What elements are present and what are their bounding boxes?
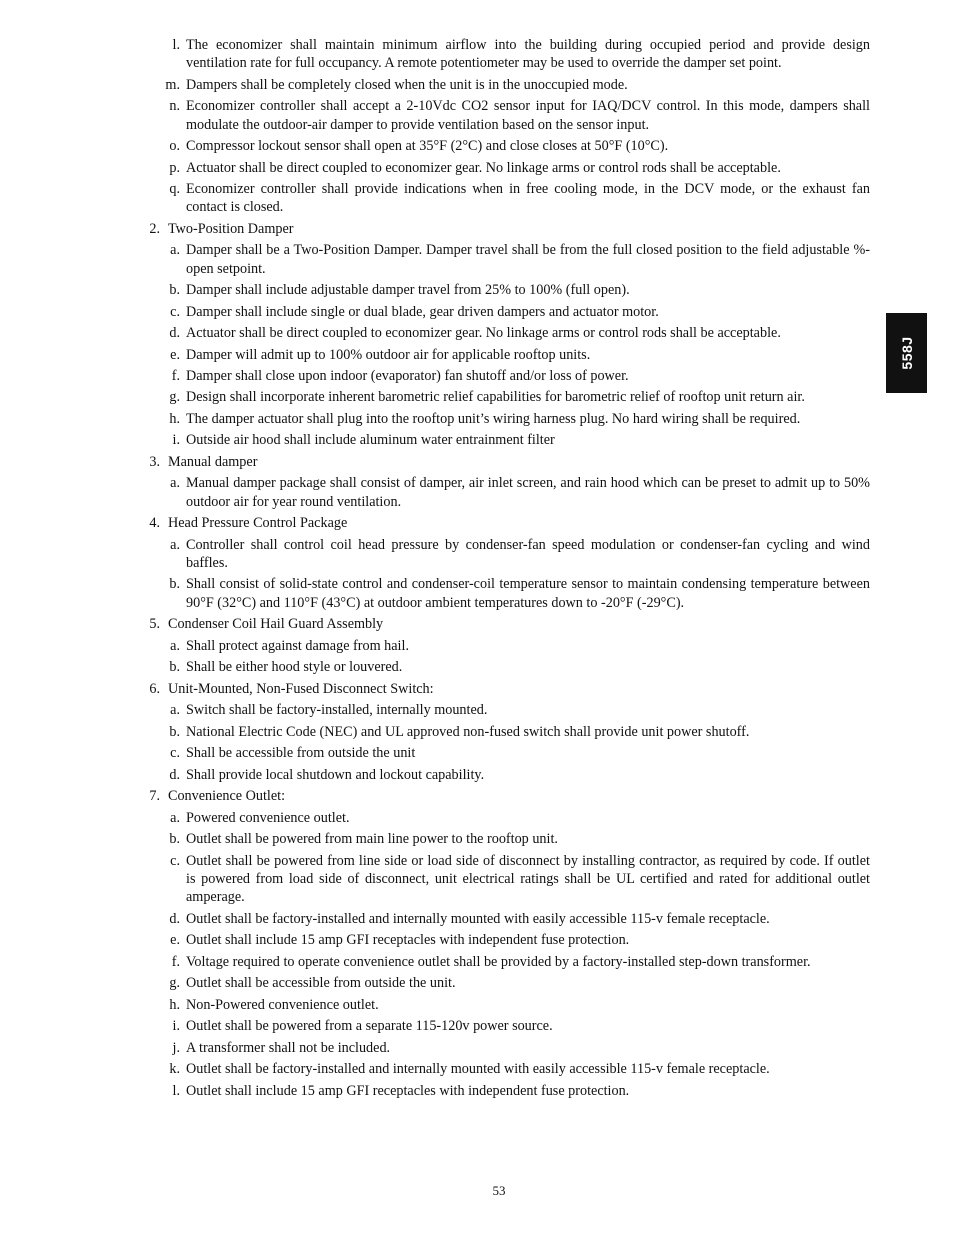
list-marker: b. xyxy=(169,723,180,740)
list-marker: f. xyxy=(171,953,180,970)
list-item xyxy=(170,809,870,827)
list-item xyxy=(170,536,870,573)
list-item xyxy=(172,431,870,449)
list-item-text: The damper actuator shall plug into the rooftop unit’s wiring harness plug. No hard wiring shall be required. xyxy=(186,410,801,427)
list-item-text: Outlet shall be accessible from outside the unit. xyxy=(186,975,456,992)
list-item-text: Voltage required to operate convenience outlet shall be provided by a factory-installed step-down transformer. xyxy=(186,953,811,970)
list-item xyxy=(169,159,870,177)
list-item xyxy=(170,346,870,364)
list-item-text: Actuator shall be direct coupled to economizer gear. No linkage arms or control rods shall be acceptable. xyxy=(186,159,781,176)
list-item-text: Manual damper package shall consist of damper, air inlet screen, and rain hood which can be preset to admit up to 50% outdoor air for year round ventilation. xyxy=(186,475,870,510)
list-marker: f. xyxy=(171,368,180,384)
list-item-text: Outlet shall be powered from line side or load side of disconnect by installing contractor, as required by code. If outlet is powered from load side of disconnect, unit electrical ratings shall be UL certified and rated for additional outlet amperage. xyxy=(186,852,870,906)
list-marker: q. xyxy=(169,181,180,198)
list-item-text: Shall provide local shutdown and lockout capability. xyxy=(186,766,485,783)
list-item xyxy=(169,830,870,848)
list-marker: a. xyxy=(170,242,180,259)
list-item-text: Economizer controller shall provide indications when in free cooling mode, in the DCV mode, or the exhaust fan contact is closed. xyxy=(186,181,870,216)
list-item xyxy=(169,180,870,217)
list-marker: b. xyxy=(169,831,180,848)
section-heading-item xyxy=(149,514,870,532)
list-item xyxy=(170,474,870,511)
list-marker: c. xyxy=(170,852,180,869)
list-item xyxy=(171,367,870,385)
list-item-text: National Electric Code (NEC) and UL approved non-fused switch shall provide unit power shutoff. xyxy=(186,723,750,740)
list-marker: e. xyxy=(170,932,180,949)
list-item-text: Outlet shall be factory-installed and internally mounted with easily accessible 115-v female receptacle. xyxy=(186,910,770,927)
list-item-text: Economizer controller shall accept a 2-10Vdc CO2 sensor input for IAQ/DCV control. In this mode, dampers shall modulate the outdoor-air damper to provide ventilation based on the sensor input. xyxy=(186,98,870,133)
list-item-text: Damper shall close upon indoor (evaporator) fan shutoff and/or loss of power. xyxy=(186,368,629,384)
list-marker: i. xyxy=(172,1018,180,1035)
list-item-text: Shall consist of solid-state control and condenser-coil temperature sensor to maintain condensing temperature between 90°F (32°C) and 110°F (43°C) at outdoor ambient temperatures down to -20°F (-29°C). xyxy=(186,576,870,611)
list-marker: c. xyxy=(170,303,180,320)
list-item xyxy=(169,388,870,406)
list-marker: d. xyxy=(169,766,180,783)
list-marker: 5. xyxy=(149,616,160,633)
list-marker: j. xyxy=(172,1039,180,1056)
list-item-text: A transformer shall not be included. xyxy=(186,1039,391,1056)
list-item xyxy=(169,723,870,741)
list-marker: a. xyxy=(170,702,180,719)
list-marker: 7. xyxy=(149,788,160,805)
list-item-text: Two-Position Damper xyxy=(168,220,294,237)
list-item-text: Damper will admit up to 100% outdoor air for applicable rooftop units. xyxy=(186,346,591,363)
list-marker: a. xyxy=(170,809,180,826)
list-item-text: Convenience Outlet: xyxy=(168,788,286,805)
list-item xyxy=(169,910,870,928)
list-item xyxy=(172,1082,870,1100)
list-item-text: Non-Powered convenience outlet. xyxy=(186,996,379,1013)
list-item-text: Outlet shall be powered from a separate 115-120v power source. xyxy=(186,1018,553,1035)
list-item xyxy=(172,1039,870,1057)
list-item xyxy=(169,766,870,784)
list-item-text: Outlet shall include 15 amp GFI receptacles with independent fuse protection. xyxy=(186,1082,630,1099)
list-item-text: Outlet shall be factory-installed and internally mounted with easily accessible 115-v female receptacle. xyxy=(186,1061,770,1078)
list-item xyxy=(170,303,870,321)
list-marker: e. xyxy=(170,346,180,363)
list-marker: 2. xyxy=(149,220,160,237)
section-heading-item xyxy=(149,615,870,633)
list-marker: 6. xyxy=(149,680,160,697)
page-number: 53 xyxy=(492,1183,506,1198)
list-item xyxy=(170,637,870,655)
list-item-text: Damper shall include single or dual blade, gear driven dampers and actuator motor. xyxy=(186,303,659,320)
list-item xyxy=(170,852,870,907)
list-item-text: Dampers shall be completely closed when the unit is in the unoccupied mode. xyxy=(186,76,628,93)
list-item xyxy=(169,658,870,676)
list-marker: k. xyxy=(169,1061,180,1078)
section-heading-item xyxy=(149,787,870,805)
side-tab xyxy=(886,313,927,393)
list-item xyxy=(171,953,870,971)
list-item xyxy=(170,744,870,762)
list-item xyxy=(169,974,870,992)
list-marker: d. xyxy=(169,910,180,927)
list-item-text: Actuator shall be direct coupled to economizer gear. No linkage arms or control rods shall be acceptable. xyxy=(186,325,781,342)
list-marker: b. xyxy=(169,282,180,299)
list-item xyxy=(169,996,870,1014)
list-marker: b. xyxy=(169,576,180,593)
list-item xyxy=(169,1060,870,1078)
list-item-text: Switch shall be factory-installed, internally mounted. xyxy=(186,702,488,719)
list-item xyxy=(170,931,870,949)
list-marker: a. xyxy=(170,475,180,492)
list-item xyxy=(169,281,870,299)
list-item-text: Manual damper xyxy=(168,453,258,470)
list-marker: m. xyxy=(165,76,180,93)
list-marker: p. xyxy=(169,159,180,176)
list-marker: 4. xyxy=(149,515,160,532)
list-marker: o. xyxy=(169,138,180,155)
side-tab-label: 558J xyxy=(898,336,915,370)
list-item-text: Unit-Mounted, Non-Fused Disconnect Switch: xyxy=(168,680,434,697)
list-marker: i. xyxy=(172,432,180,449)
list-marker: d. xyxy=(169,325,180,342)
list-marker: l. xyxy=(172,1082,180,1099)
list-marker: l. xyxy=(172,37,180,53)
list-item-text: Shall be accessible from outside the unit xyxy=(186,745,416,762)
list-marker: n. xyxy=(169,98,180,115)
list-marker: b. xyxy=(169,659,180,676)
section-heading-item xyxy=(149,220,870,238)
list-item-text: Condenser Coil Hail Guard Assembly xyxy=(168,616,384,633)
list-item-text: Shall be either hood style or louvered. xyxy=(186,659,403,676)
list-item xyxy=(172,36,870,73)
list-marker: g. xyxy=(169,389,180,406)
list-item xyxy=(170,701,870,719)
list-item-text: Compressor lockout sensor shall open at 35°F (2°C) and close closes at 50°F (10°C). xyxy=(186,138,669,155)
list-item-text: Controller shall control coil head pressure by condenser-fan speed modulation or condenser-fan cycling and wind baffles. xyxy=(186,536,870,571)
list-item-text: Outside air hood shall include aluminum water entrainment filter xyxy=(186,432,555,449)
list-item xyxy=(169,324,870,342)
list-item xyxy=(169,137,870,155)
list-item xyxy=(165,76,870,94)
list-marker: a. xyxy=(170,637,180,654)
list-marker: 3. xyxy=(149,453,160,470)
list-item xyxy=(172,1017,870,1035)
list-item-text: Head Pressure Control Package xyxy=(168,515,348,532)
list-item-text: Damper shall be a Two-Position Damper. Damper travel shall be from the full closed position to the field adjustable %-open setpoint. xyxy=(186,242,870,277)
list-item-text: Damper shall include adjustable damper travel from 25% to 100% (full open). xyxy=(186,282,630,299)
list-item xyxy=(170,241,870,278)
section-heading-item xyxy=(149,680,870,698)
list-item-text: Outlet shall be powered from main line power to the rooftop unit. xyxy=(186,831,558,848)
list-item xyxy=(169,97,870,134)
list-item-text: Outlet shall include 15 amp GFI receptacles with independent fuse protection. xyxy=(186,932,630,949)
list-item xyxy=(169,575,870,612)
section-heading-item xyxy=(149,453,870,471)
list-item-text: Shall protect against damage from hail. xyxy=(186,637,409,654)
list-item-text: The economizer shall maintain minimum airflow into the building during occupied period and provide design ventilation rate for full occupancy. A remote potentiometer may be used to override the damper set point. xyxy=(186,37,870,72)
list-marker: a. xyxy=(170,536,180,553)
spec-list xyxy=(0,36,954,1103)
list-item-text: Design shall incorporate inherent barometric relief capabilities for barometric relief of rooftop unit return air. xyxy=(186,389,805,406)
list-marker: h. xyxy=(169,996,180,1013)
list-marker: h. xyxy=(169,410,180,427)
list-item xyxy=(169,410,870,428)
list-item-text: Powered convenience outlet. xyxy=(186,809,350,826)
list-marker: c. xyxy=(170,745,180,762)
list-marker: g. xyxy=(169,975,180,992)
